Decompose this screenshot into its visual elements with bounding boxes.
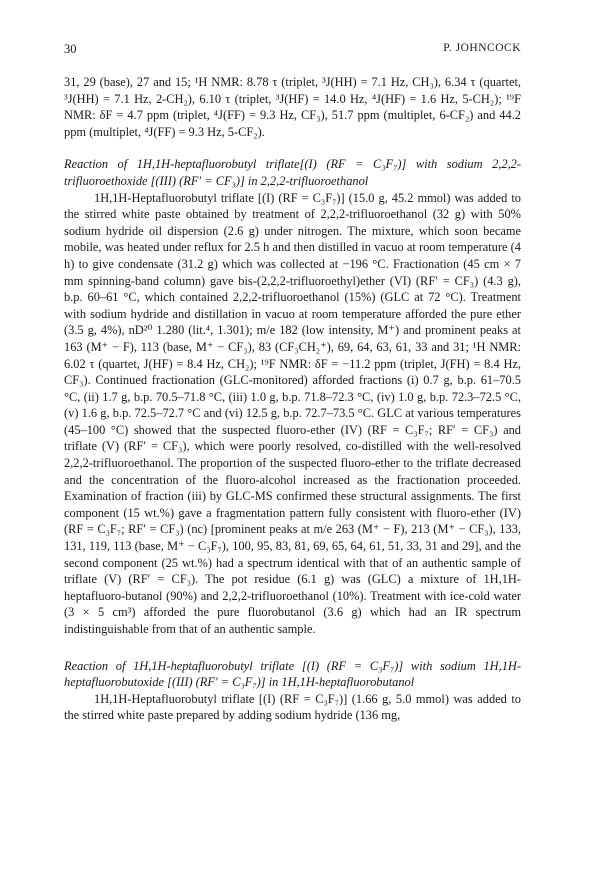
- article-body: [64, 74, 521, 724]
- page-header: [64, 42, 521, 60]
- section-paragraph-heptafluorobutoxide: 1H,1H-Heptafluorobutyl triflate [(I) (RF = C₃F₇)] (1.66 g, 5.0 mmol) was added to the stirred white paste prepared by adding sodium hydride (136 mg,: [64, 691, 521, 723]
- section-heading-heptafluorobutoxide: Reaction of 1H,1H-heptafluorobutyl triflate [(I) (RF = C₃F₇)] with sodium 1H,1H-heptafluorobutoxide [(III) (RF′ = C₃F₇)] in 1H,1H-heptafluorobutanol: [64, 658, 521, 690]
- page-number: 30: [64, 42, 77, 56]
- running-head: P. JOHNCOCK: [443, 42, 521, 54]
- section-paragraph-trifluoroethoxide: 1H,1H-Heptafluorobutyl triflate [(I) (RF = C₃F₇)] (15.0 g, 45.2 mmol) was added to the stirred white paste obtained by treatment of 2,2,2-trifluoroethanol (32 g) with 50% sodium hydride oil dispersion (2.6 g) under nitrogen. The mixture, which soon became mobile, was heated under reflux for 2.5 h and then distilled in vacuo at room temperature (4 h) to give condensate (31.2 g) which was collected at −196 °C. Fractionation (45 cm × 7 mm spinning-band column) gave bis-(2,2,2-trifluoroethyl)ether (VI) (RF′ = CF₃) (4.3 g), b.p. 60–61 °C, which contained 2,2,2-trifluoroethanol (15%) (GLC at 72 °C). Treatment with sodium hydride and distillation in vacuo at room temperature afforded the pure ether (3.5 g, 4%), nD²⁰ 1.280 (lit.⁴, 1.301); m/e 182 (low intensity, M⁺) and prominent peaks at 163 (M⁺ − F), 113 (base, M⁺ − CF₃), 83 (CF₃CH₂⁺), 69, 64, 63, 61, 33 and 31; ¹H NMR: 6.02 τ (quartet, J(HF) = 8.4 Hz, CH₂); ¹⁹F NMR: δF = −11.2 ppm (triplet, J(FH) = 8.4 Hz, CF₃). Continued fractionation (GLC-monitored) afforded fractions (i) 0.7 g, b.p. 61–70.5 °C, (ii) 1.7 g, b.p. 70.5–71.8 °C, (iii) 1.0 g, b.p. 71.8–72.3 °C, (iv) 1.0 g, b.p. 72.3–72.5 °C, (v) 1.6 g, b.p. 72.5–72.7 °C and (vi) 12.5 g, b.p. 72.7–73.5 °C. GLC at various temperatures (45–100 °C) showed that the suspected fluoro-ether (IV) (RF = C₃F₇; RF′ = CF₃) and triflate (V) (RF′ = CF₃), which were poorly resolved, co-distilled with the well-resolved 2,2,2-trifluoroethanol. The proportion of the suspected fluoro-ether to the triflate decreased and the concentration of the fluoro-alcohol increased as the fractionation proceeded. Examination of fraction (iii) by GLC-MS confirmed these structural assignments. The first component (15 wt.%) gave a fragmentation pattern fully consistent with fluoro-ether (IV) (RF = C₃F₇; RF′ = CF₃) (nc) [prominent peaks at m/e 263 (M⁺ − F), 213 (M⁺ − CF₃), 133, 131, 119, 113 (base, M⁺ − C₃F₇), 100, 95, 83, 81, 69, 65, 64, 61, 51, 33, 31 and 29], and the second component (25 wt.%) had a spectrum identical with that of an authentic sample of triflate (V) (RF′ = CF₃). The pot residue (6.1 g) was (GLC) a mixture of 1H,1H-heptafluoro-butanol (90%) and 2,2,2-trifluoroethanol (10%). Treatment with ice-cold water (3 × 5 cm³) afforded the pure fluorobutanol (3.6 g) which had an IR spectrum indistinguishable from that of an authentic sample.: [64, 190, 521, 636]
- section-heading-trifluoroethoxide: Reaction of 1H,1H-heptafluorobutyl triflate[(I) (RF = C₃F₇)] with sodium 2,2,2-trifluoroethoxide [(III) (RF′ = CF₃)] in 2,2,2-trifluoroethanol: [64, 157, 521, 188]
- intro-paragraph: 31, 29 (base), 27 and 15; ¹H NMR: 8.78 τ (triplet, ³J(HH) = 7.1 Hz, CH₃), 6.34 τ (quartet, ³J(HH) = 7.1 Hz, 2-CH₂), 6.10 τ (triplet, ³J(HF) = 14.0 Hz, ⁴J(HF) = 1.6 Hz, 5-CH₂); ¹⁹F NMR: δF = 4.7 ppm (triplet, ⁴J(FF) = 9.3 Hz, CF₃), 51.7 ppm (multiplet, 6-CF₂) and 44.2 ppm (multiplet, ⁴J(FF) = 9.3 Hz, 5-CF₂).: [64, 75, 521, 139]
